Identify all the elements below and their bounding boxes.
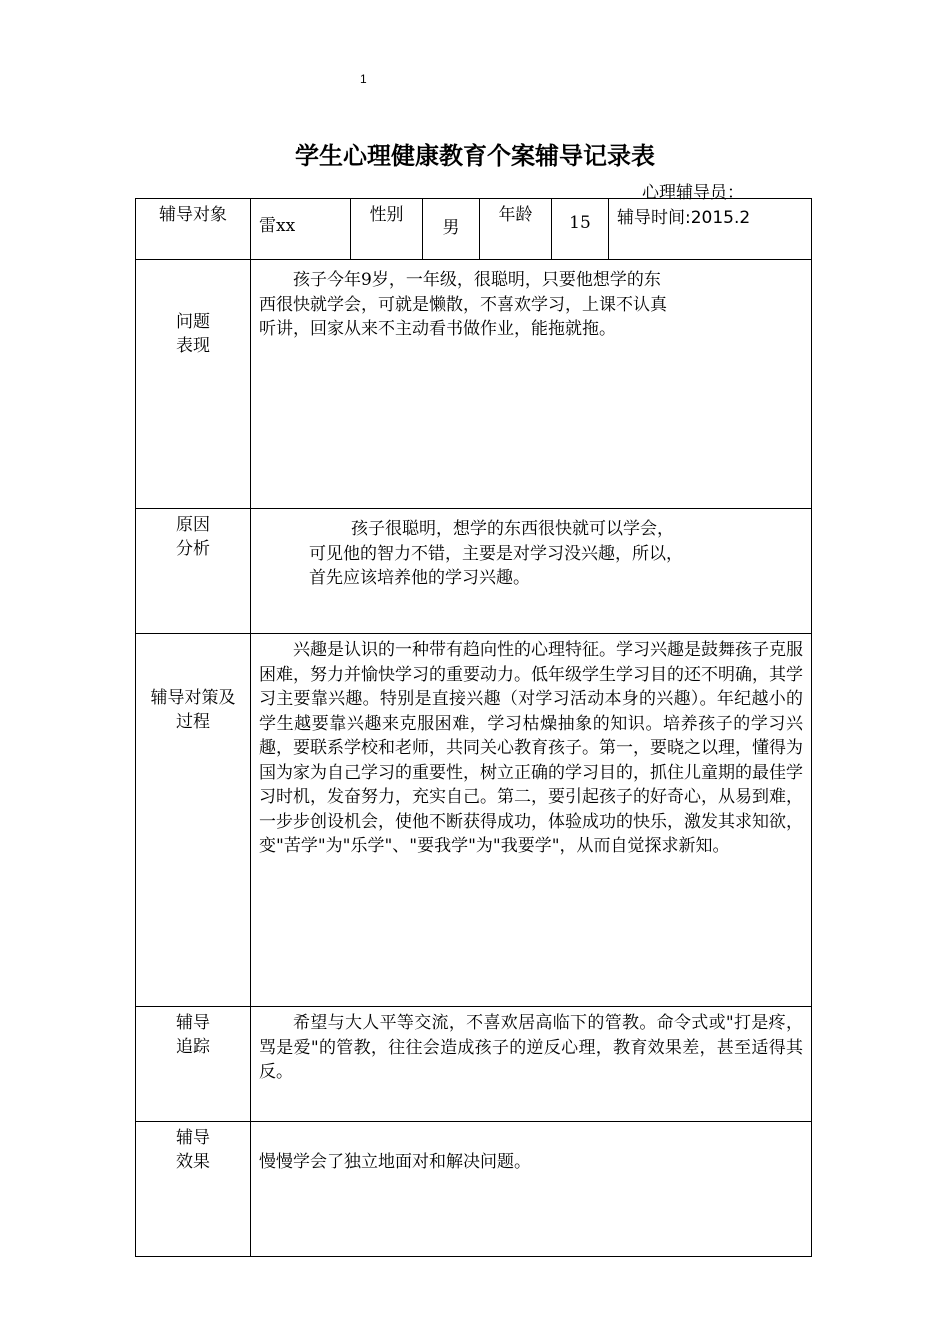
page-number: 1 xyxy=(360,72,367,86)
cause-label-line2: 分析 xyxy=(176,539,210,559)
header-row xyxy=(136,199,812,260)
problem-line-3: 听讲，回家从来不主动看书做作业，能拖就拖。 xyxy=(259,319,616,339)
cause-line-2: 可见他的智力不错，主要是对学习没兴趣，所以， xyxy=(309,543,683,564)
cause-line-1: 孩子很聪明，想学的东西很快就可以学会， xyxy=(351,519,674,539)
problem-line-2: 西很快就学会，可就是懒散，不喜欢学习，上课不认真 xyxy=(259,294,667,315)
strategy-label xyxy=(136,634,251,1007)
target-value: 雷xx xyxy=(251,199,351,260)
page-title: 学生心理健康教育个案辅导记录表 xyxy=(295,142,655,170)
age-value: 15 xyxy=(552,199,609,260)
effect-text: 慢慢学会了独立地面对和解决问题。 xyxy=(259,1152,531,1172)
effect-label xyxy=(136,1122,251,1257)
problem-label-line2: 表现 xyxy=(176,336,210,356)
effect-label-line1: 辅导 xyxy=(176,1128,210,1148)
gender-value: 男 xyxy=(423,199,480,260)
age-label: 年龄 xyxy=(480,199,552,260)
strategy-content xyxy=(251,634,812,1007)
cause-row xyxy=(136,509,812,634)
counselor-label: 心理辅导员： xyxy=(642,183,744,203)
followup-text: 希望与大人平等交流，不喜欢居高临下的管教。命令式或"打是疼，骂是爱"的管教，往往会造成孩子的逆反心理，教育效果差，甚至适得其反。 xyxy=(259,1013,803,1082)
problem-content xyxy=(251,260,812,509)
cause-content xyxy=(251,509,812,634)
problem-label xyxy=(136,260,251,509)
cause-label xyxy=(136,509,251,634)
effect-row xyxy=(136,1122,812,1257)
strategy-text: 兴趣是认识的一种带有趋向性的心理特征。学习兴趣是鼓舞孩子克服困难，努力并愉快学习的重要动力。低年级学生学习目的还不明确，其学习主要靠兴趣。特别是直接兴趣（对学习活动本身的兴趣）。年纪越小的学生越要靠兴趣来克服困难，学习枯燥抽象的知识。培养孩子的学习兴趣，要联系学校和老师，共同关心教育孩子。第一，要晓之以理，懂得为国为家为自己学习的重要性，树立正确的学习目的，抓住儿童期的最佳学习时机，发奋努力，充实自己。第二，要引起孩子的好奇心，从易到难，一步步创设机会，使他不断获得成功，体验成功的快乐，激发其求知欲，变"苦学"为"乐学"、"要我学"为"我要学"，从而自觉探求新知。 xyxy=(259,640,803,856)
gender-label: 性别 xyxy=(351,199,423,260)
cause-line-3: 首先应该培养他的学习兴趣。 xyxy=(309,568,530,588)
counseling-time: 辅导时间:2015.2 xyxy=(609,199,812,260)
followup-label-line2: 追踪 xyxy=(176,1037,210,1057)
strategy-row xyxy=(136,634,812,1007)
record-table xyxy=(135,198,812,1257)
problem-row xyxy=(136,260,812,509)
strategy-label-line2: 过程 xyxy=(176,712,210,732)
followup-row xyxy=(136,1007,812,1122)
followup-content xyxy=(251,1007,812,1122)
problem-label-line1: 问题 xyxy=(176,312,210,332)
problem-line-1: 孩子今年9岁，一年级，很聪明，只要他想学的东 xyxy=(293,270,661,290)
effect-label-line2: 效果 xyxy=(176,1152,210,1172)
followup-label xyxy=(136,1007,251,1122)
followup-label-line1: 辅导 xyxy=(176,1013,210,1033)
target-label: 辅导对象 xyxy=(136,199,251,260)
effect-content xyxy=(251,1122,812,1257)
strategy-label-line1: 辅导对策及 xyxy=(150,688,236,708)
cause-label-line1: 原因 xyxy=(176,515,210,535)
